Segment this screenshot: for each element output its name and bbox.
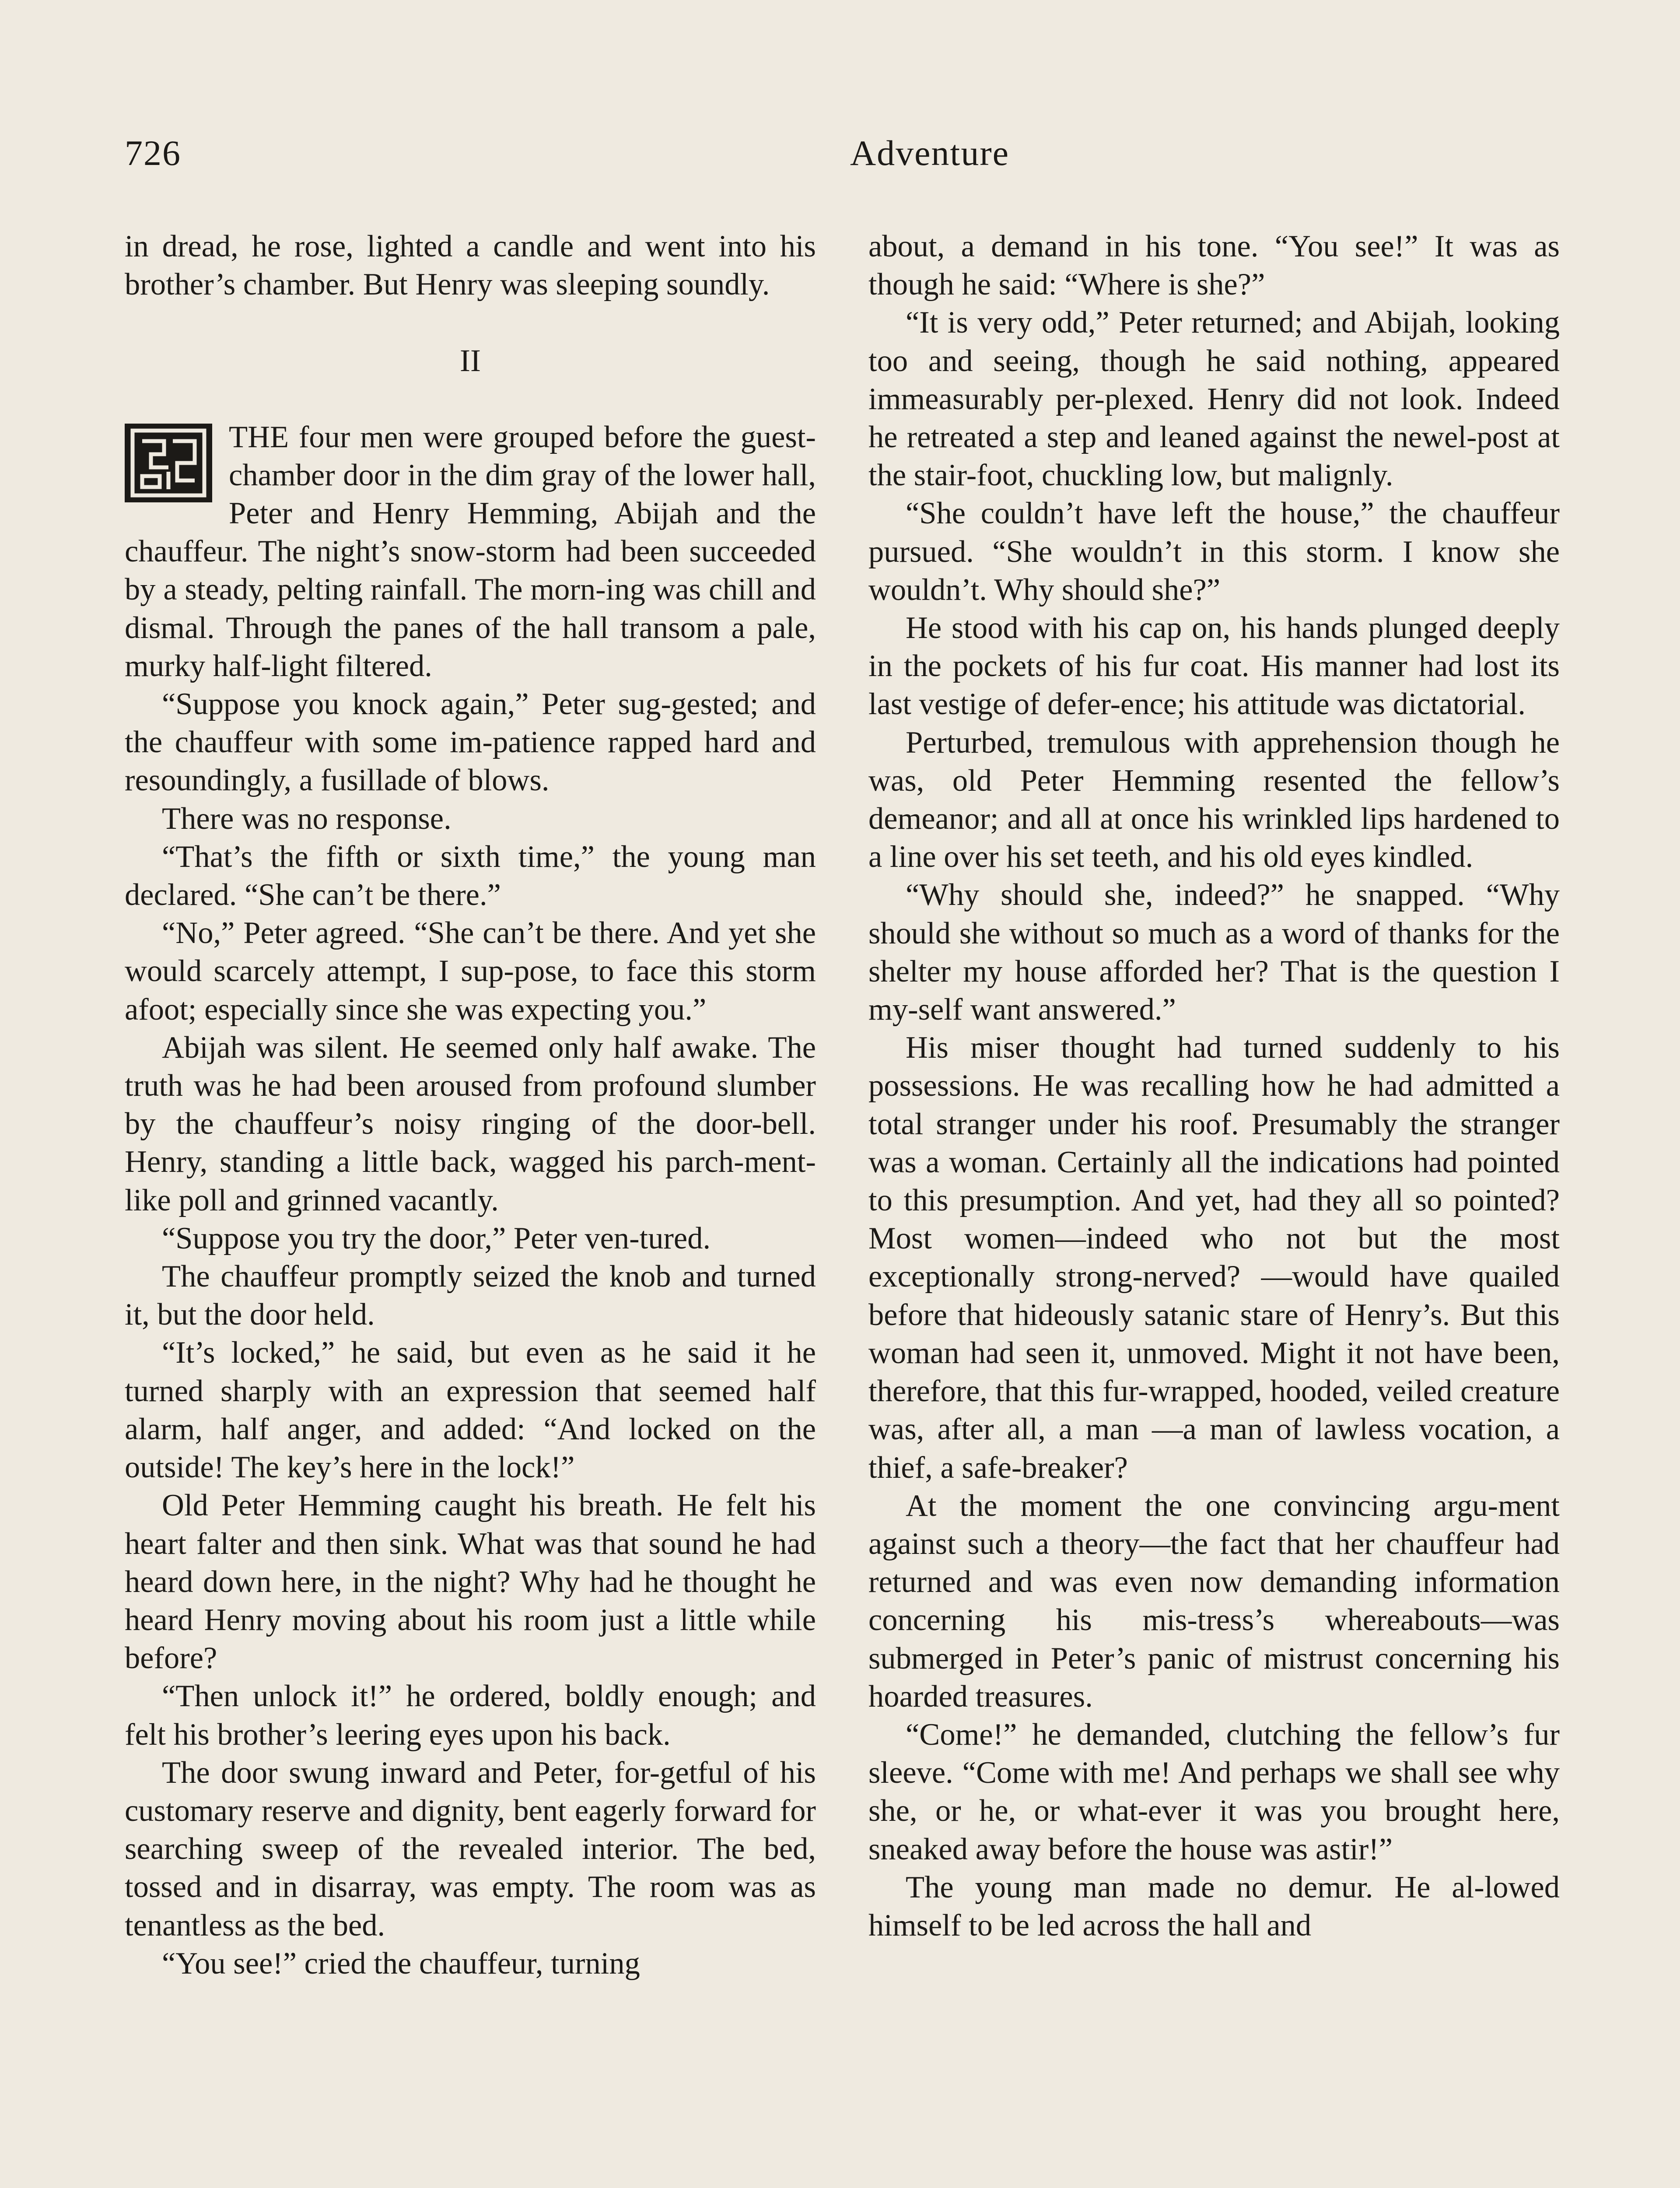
paragraph: “That’s the fifth or sixth time,” the young man declared. “She can’t be there.” [125, 839, 816, 912]
paragraph: He stood with his cap on, his hands plunged deeply in the pockets of his fur coat. His manner had lost its last vestige of defer-ence; his attitude was dictatorial. [868, 611, 1560, 722]
paragraph: “Then unlock it!” he ordered, boldly enough; and felt his brother’s leering eyes upon his back. [125, 1679, 816, 1752]
paragraph: Old Peter Hemming caught his breath. He felt his heart falter and then sink. What was that sound he had heard down here, in the night? Why had he thought he heard Henry moving about his room just a little while before? [125, 1488, 816, 1676]
paragraph: At the moment the one convincing argu-ment against such a theory—the fact that her chauffeur had returned and was even now demanding information concerning his mis-tress’s whereabouts—was submerged in Peter’s panic of mistrust concerning his hoarded treasures. [868, 1488, 1560, 1714]
paragraph: “No,” Peter agreed. “She can’t be there. And yet she would scarcely attempt, I sup-pose, to face this storm afoot; especially since she was expecting you.” [125, 916, 816, 1027]
running-title: Adventure [850, 133, 1010, 173]
paragraph: “Come!” he demanded, clutching the fellow’s fur sleeve. “Come with me! And perhaps we shall see why she, or he, or what-ever it was you brought here, sneaked away before the house was astir!” [868, 1717, 1560, 1866]
paragraph: “She couldn’t have left the house,” the chauffeur pursued. “She wouldn’t in this storm. I know she wouldn’t. Why should she?” [868, 496, 1560, 607]
paragraph: “It is very odd,” Peter returned; and Abijah, looking too and seeing, though he said nothing, appeared immeasurably per-plexed. Henry did not look. Indeed he retreated a step and leaned against the newel-post at the stair-foot, chuckling low, but malignly. [868, 305, 1560, 493]
section-number: II [460, 343, 481, 379]
paragraph: The chauffeur promptly seized the knob and turned it, but the door held. [125, 1259, 816, 1332]
paragraph: “It’s locked,” he said, but even as he said it he turned sharply with an expression that seemed half alarm, half anger, and added: “And locked on the outside! The key’s here in the lock!” [125, 1336, 816, 1485]
paragraph: THE four men were grouped before the guest-chamber door in the dim gray of the lower hall, Peter and Henry Hemming, Abijah and the chauffeur. The night’s snow-storm had been succeeded by a steady, pelting rainfall. The morn-ing was chill and dismal. Through the panes of the hall transom a pale, murky half-light filtered. [125, 420, 816, 683]
paragraph: The young man made no demur. He al-lowed himself to be led across the hall and [868, 1870, 1560, 1943]
page-number: 726 [125, 133, 181, 173]
paragraph: about, a demand in his tone. “You see!” It was as though he said: “Where is she?” [868, 229, 1560, 302]
paragraph: The door swung inward and Peter, for-getful of his customary reserve and dignity, bent eagerly forward for searching sweep of the revealed interior. The bed, tossed and in disarray, was empty. The room was as tenantless as the bed. [125, 1755, 816, 1943]
left-column [125, 228, 816, 1983]
decorative-dropcap-icon [125, 424, 212, 502]
first-paragraph-block [125, 418, 816, 685]
right-column [868, 228, 1560, 1945]
opening-paragraph: in dread, he rose, lighted a candle and went into his brother’s chamber. But Henry was sleeping soundly. [125, 229, 816, 302]
paragraph: “Suppose you try the door,” Peter ven-tured. [162, 1221, 711, 1255]
paragraph: “Why should she, indeed?” he snapped. “Why should she without so much as a word of thanks for the shelter my house afforded her? That is the question I my-self want answered.” [868, 878, 1560, 1027]
paragraph: There was no response. [162, 801, 452, 836]
paragraph: “Suppose you knock again,” Peter sug-gested; and the chauffeur with some im-patience rapped hard and resoundingly, a fusillade of blows. [125, 687, 816, 798]
paragraph: “You see!” cried the chauffeur, turning [162, 1946, 640, 1981]
paragraph: Abijah was silent. He seemed only half awake. The truth was he had been aroused from profound slumber by the chauffeur’s noisy ringing of the door-bell. Henry, standing a little back, wagged his parch-ment-like poll and grinned vacantly. [125, 1030, 816, 1217]
page-header [125, 131, 1568, 184]
paragraph: His miser thought had turned suddenly to his possessions. He was recalling how he had admitted a total stranger under his roof. Presumably the stranger was a woman. Certainly all the indications had pointed to this presumption. And yet, had they all so pointed? Most women—indeed who not but the most exceptionally strong-nerved? —would have quailed before that hideously satanic stare of Henry’s. But this woman had seen it, unmoved. Might it not have been, therefore, that this fur-wrapped, hooded, veiled creature was, after all, a man —a man of lawless vocation, a thief, a safe-breaker? [868, 1031, 1560, 1485]
paragraph: Perturbed, tremulous with apprehension though he was, old Peter Hemming resented the fellow’s demeanor; and all at once his wrinkled lips hardened to a line over his set teeth, and his old eyes kindled. [868, 725, 1560, 874]
